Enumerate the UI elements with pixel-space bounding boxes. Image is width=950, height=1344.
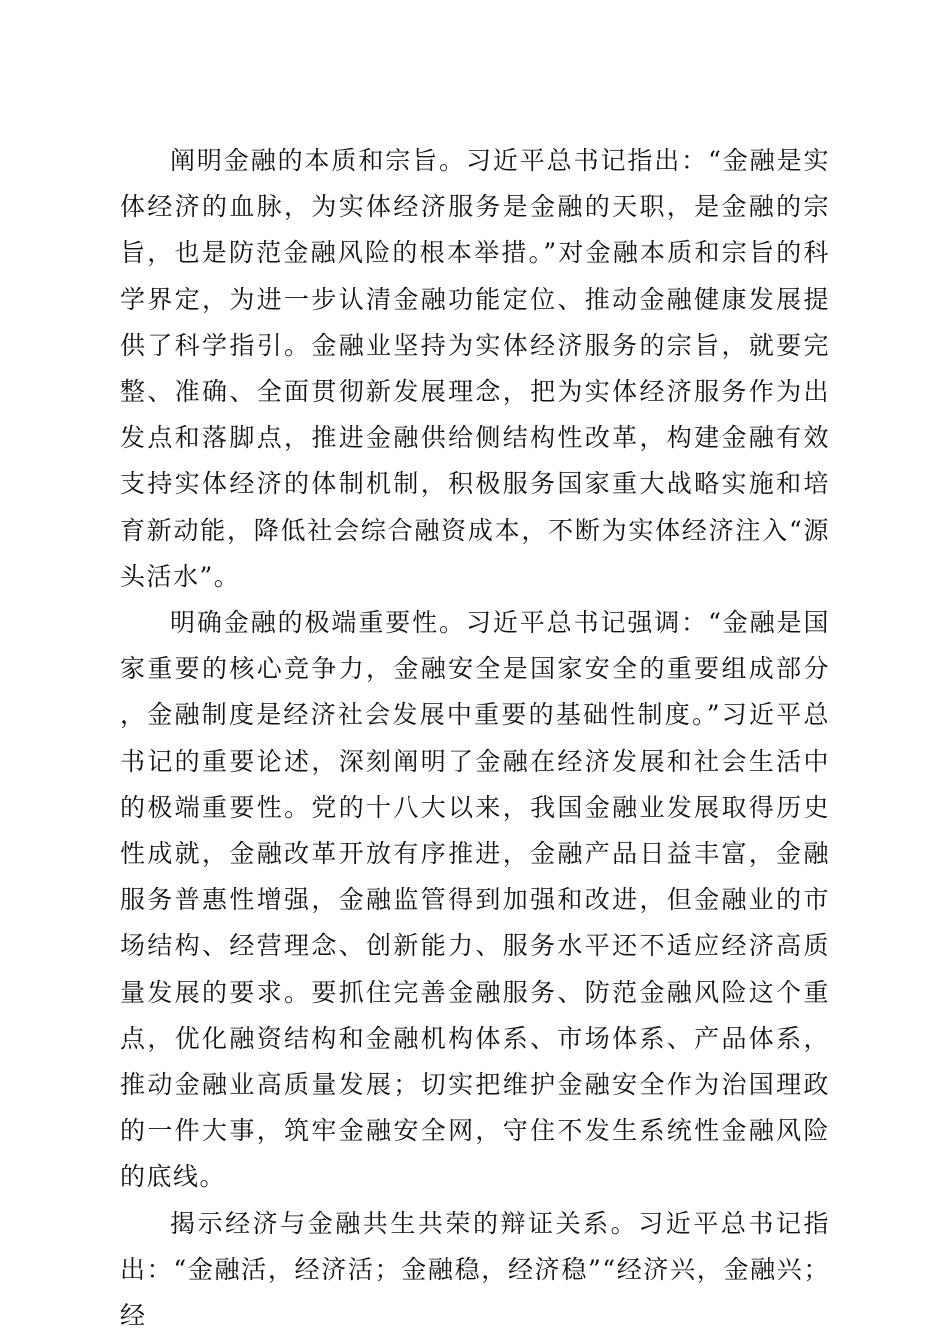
paragraph-finance-essence: 阐明金融的本质和宗旨。习近平总书记指出：“金融是实体经济的血脉，为实体经济服务是金融的天职，是金融的宗旨，也是防范金融风险的根本举措。”对金融本质和宗旨的科学界定，为进一步认清金融功能定位、推动金融健康发展提供了科学指引。金融业坚持为实体经济服务的宗旨，就要完整、准确、全面贯彻新发展理念，把为实体经济服务作为出发点和落脚点，推进金融供给侧结构性改革，构建金融有效支持实体经济的体制机制，积极服务国家重大战略实施和培育新动能，降低社会综合融资成本，不断为实体经济注入“源头活水”。 [120, 146, 830, 591]
document-body [120, 138, 830, 1339]
paragraph-finance-importance: 明确金融的极端重要性。习近平总书记强调：“金融是国家重要的核心竞争力，金融安全是国家安全的重要组成部分，金融制度是经济社会发展中重要的基础性制度。”习近平总书记的重要论述，深刻阐明了金融在经济发展和社会生活中的极端重要性。党的十八大以来，我国金融业发展取得历史性成就，金融改革开放有序推进，金融产品日益丰富，金融服务普惠性增强，金融监管得到加强和改进，但金融业的市场结构、经营理念、创新能力、服务水平还不适应经济高质量发展的要求。要抓住完善金融服务、防范金融风险这个重点，优化融资结构和金融机构体系、市场体系、产品体系，推动金融业高质量发展；切实把维护金融安全作为治国理政的一件大事，筑牢金融安全网，守住不发生系统性金融风险的底线。 [120, 608, 830, 1192]
paragraph-economy-finance-relation: 揭示经济与金融共生共荣的辩证关系。习近平总书记指出：“金融活，经济活；金融稳，经济稳”“经济兴，金融兴；经 [120, 1208, 830, 1331]
